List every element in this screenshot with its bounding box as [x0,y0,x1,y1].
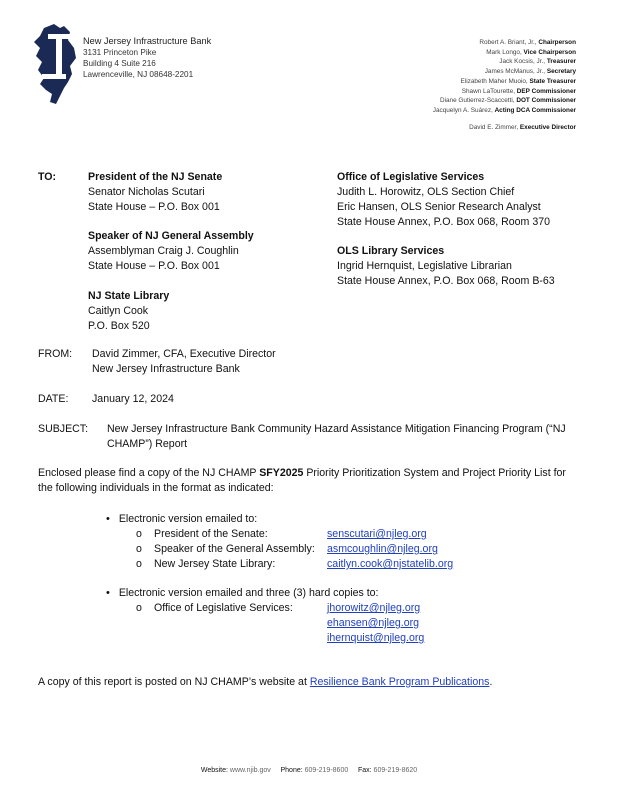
org-name: New Jersey Infrastructure Bank [83,36,212,46]
email-link[interactable]: ihernquist@njleg.org [327,632,425,644]
sub-item: o Office of Legislative Services: [136,602,293,614]
recipient-heading: OLS Library Services [337,245,445,257]
recipient-line: Caitlyn Cook [88,305,149,317]
email-link[interactable]: asmcoughlin@njleg.org [327,543,438,555]
recipient-heading: Office of Legislative Services [337,171,485,183]
to-label: TO: [38,171,57,183]
recipient-group-senate [88,170,222,215]
date-value: January 12, 2024 [92,393,174,405]
board-member: Mark Longo, Vice Chairperson [486,48,576,56]
board-member: Jack Kocsis, Jr., Treasurer [499,58,576,66]
recipient-line: State House – P.O. Box 001 [88,260,220,272]
from-line: David Zimmer, CFA, Executive Director [92,348,276,360]
recipient-line: Judith L. Horowitz, OLS Section Chief [337,186,515,198]
circle-bullet-icon: o [136,543,142,555]
org-address-block [83,36,211,80]
intro-paragraph: Enclosed please find a copy of the NJ CHAMP SFY2025 Priority Prioritization System and Project Priority List for the following individuals in the format as indicated: [38,467,566,494]
email-link[interactable]: caitlyn.cook@njstatelib.org [327,558,454,570]
bullet-icon: • [106,587,110,599]
publications-link[interactable]: Resilience Bank Program Publications [309,676,490,688]
bullet-hard-copies: • Electronic version emailed and three (3) hard copies to: [106,587,379,599]
email-link[interactable]: senscutari@njleg.org [327,528,427,540]
recipient-line: Eric Hansen, OLS Senior Research Analyst [337,201,541,213]
address-line: Lawrenceville, NJ 08648-2201 [83,70,194,79]
circle-bullet-icon: o [136,528,142,540]
recipient-heading: President of the NJ Senate [88,171,223,183]
board-member: Diane Gutierrez-Scaccetti, DOT Commissioner [439,97,576,105]
circle-bullet-icon: o [136,602,142,614]
recipient-line: Senator Nicholas Scutari [88,186,205,198]
recipient-group-library [88,289,169,334]
subject-block [107,422,566,452]
board-members-list [433,38,576,116]
email-link[interactable]: ehansen@njleg.org [327,617,420,629]
bullet-electronic: • Electronic version emailed to: [106,513,258,525]
email-link[interactable]: jhorowitz@njleg.org [327,602,421,614]
board-member: Jacquelyn A. Suárez, Acting DCA Commissioner [432,106,576,114]
closing-paragraph: A copy of this report is posted on NJ CHAMP’s website at Resilience Bank Program Publications. [38,676,493,688]
njib-logo-icon [30,22,78,106]
from-line: New Jersey Infrastructure Bank [92,363,240,375]
board-member: Robert A. Briant, Jr., Chairperson [479,39,576,46]
board-member: Shawn LaTourette, DEP Commissioner [461,87,576,95]
executive-director: David E. Zimmer, Executive Director [469,124,576,131]
recipient-heading: NJ State Library [88,290,170,302]
recipient-line: State House – P.O. Box 001 [88,201,220,213]
subject-line: CHAMP”) Report [107,438,188,450]
board-member: Elizabeth Maher Muoio, State Treasurer [460,77,576,85]
circle-bullet-icon: o [136,558,142,570]
recipient-line: Assemblyman Craig J. Coughlin [88,245,239,257]
website-link[interactable]: www.njib.gov [229,767,271,774]
recipient-group-assembly [88,229,254,274]
footer-contact: Website: www.njib.gov Phone: 609-219-8600 Fax: 609-219-8620 [200,767,418,774]
subject-line: New Jersey Infrastructure Bank Community Hazard Assistance Mitigation Financing Program (“NJ [107,423,566,435]
recipient-line: State House Annex, P.O. Box 068, Room B-63 [337,275,555,287]
subject-label: SUBJECT: [38,423,89,435]
recipient-heading: Speaker of NJ General Assembly [88,230,254,242]
recipient-line: Ingrid Hernquist, Legislative Librarian [337,260,512,272]
sub-item: o President of the Senate: [136,528,268,540]
from-block [92,347,276,377]
address-line: Building 4 Suite 216 [83,59,156,68]
from-label: FROM: [38,348,73,360]
bullet-icon: • [106,513,110,525]
recipient-line: P.O. Box 520 [88,320,150,332]
board-member: James McManus, Jr., Secretary [484,68,576,76]
sub-item: o Speaker of the General Assembly: [136,543,315,555]
sub-item: o New Jersey State Library: [136,558,276,570]
recipient-group-ols [337,170,550,230]
recipient-group-ols-library [337,244,555,289]
recipient-line: State House Annex, P.O. Box 068, Room 370 [337,216,550,228]
date-label: DATE: [38,393,69,405]
address-line: 3131 Princeton Pike [83,48,157,57]
